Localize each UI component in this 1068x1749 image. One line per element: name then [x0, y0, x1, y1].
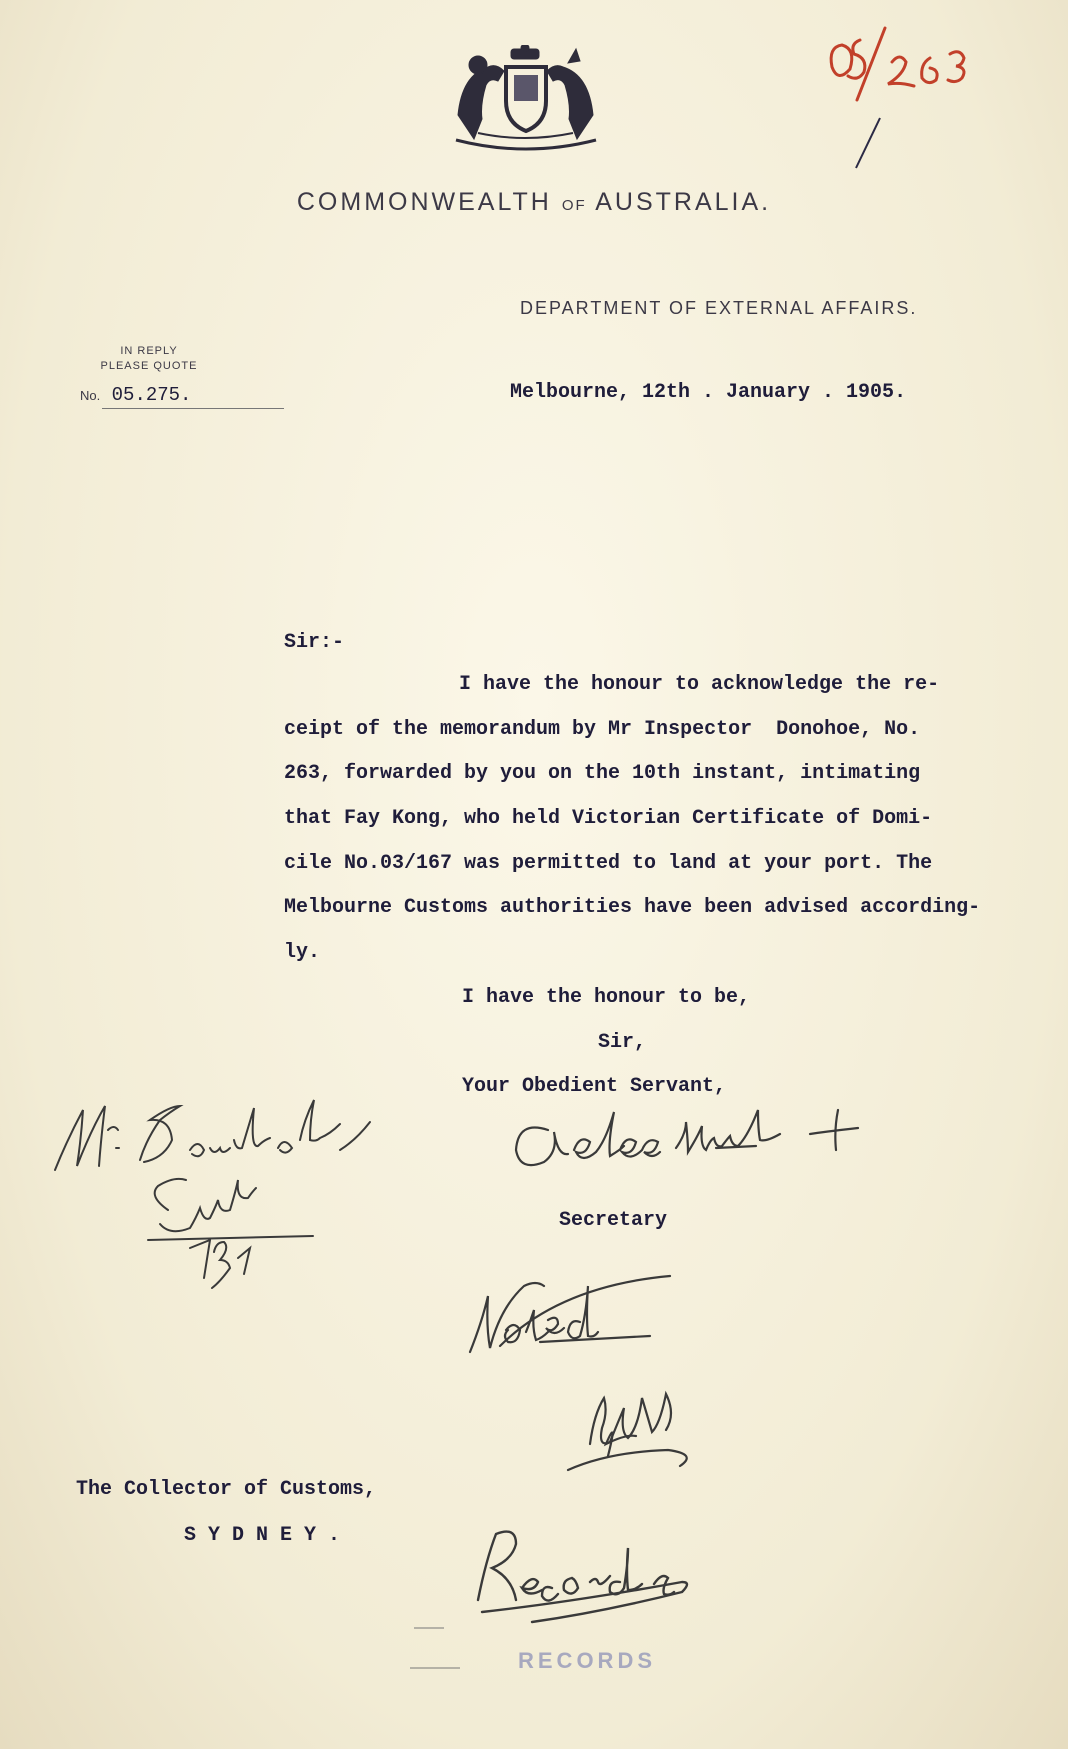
- coat-of-arms-icon: [448, 45, 603, 155]
- department-name: DEPARTMENT OF EXTERNAL AFFAIRS.: [520, 298, 918, 318]
- closing-line: I have the honour to be,: [462, 986, 751, 1009]
- body-line: cile No.03/167 was permitted to land at your port. The: [284, 852, 933, 875]
- letterhead-title-part2: AUSTRALIA.: [595, 188, 772, 216]
- handwritten-records: [478, 1532, 687, 1622]
- reference-underline: [102, 408, 284, 409]
- reply-instruction: [84, 344, 214, 374]
- letter-date: Melbourne, 12th . January . 1905.: [510, 381, 907, 404]
- addressee-line1: The Collector of Customs,: [76, 1478, 377, 1501]
- reference-number: [80, 384, 191, 406]
- salutation: Sir:-: [284, 631, 345, 654]
- body-line: 263, forwarded by you on the 10th instant, intimating: [284, 762, 921, 785]
- signatory-title: Secretary: [559, 1209, 668, 1232]
- body-line: Melbourne Customs authorities have been advised according-: [284, 896, 981, 919]
- closing-servant: Your Obedient Servant,: [462, 1075, 727, 1098]
- pencil-marks: [410, 1628, 460, 1668]
- reference-number-label: No.: [80, 388, 101, 403]
- letterhead-title-part1: COMMONWEALTH: [296, 188, 552, 216]
- handwritten-initials: [568, 1394, 687, 1470]
- handwritten-left-note: [55, 1100, 370, 1288]
- body-line: ly.: [284, 941, 321, 964]
- reply-instruction-line2: PLEASE QUOTE: [100, 360, 198, 372]
- closing-sir: Sir,: [598, 1031, 647, 1054]
- letterhead-title: [0, 188, 1068, 217]
- reference-number-value: 05.275.: [111, 384, 192, 406]
- signature-atlee-hunt: [516, 1110, 858, 1165]
- body-line: ceipt of the memorandum by Mr Inspector Donohoe, No.: [284, 718, 921, 741]
- body-line: that Fay Kong, who held Victorian Certificate of Domi-: [284, 807, 933, 830]
- body-line: I have the honour to acknowledge the re-: [459, 673, 940, 696]
- annotation-05-263: [831, 28, 964, 100]
- letterhead-title-of: OF: [561, 197, 587, 214]
- addressee-city: S Y D N E Y .: [184, 1524, 341, 1547]
- handwritten-noted: [470, 1276, 670, 1352]
- records-stamp: RECORDS: [518, 1648, 657, 1673]
- reply-instruction-line1: IN REPLY: [120, 345, 178, 357]
- pen-stroke: [856, 118, 880, 168]
